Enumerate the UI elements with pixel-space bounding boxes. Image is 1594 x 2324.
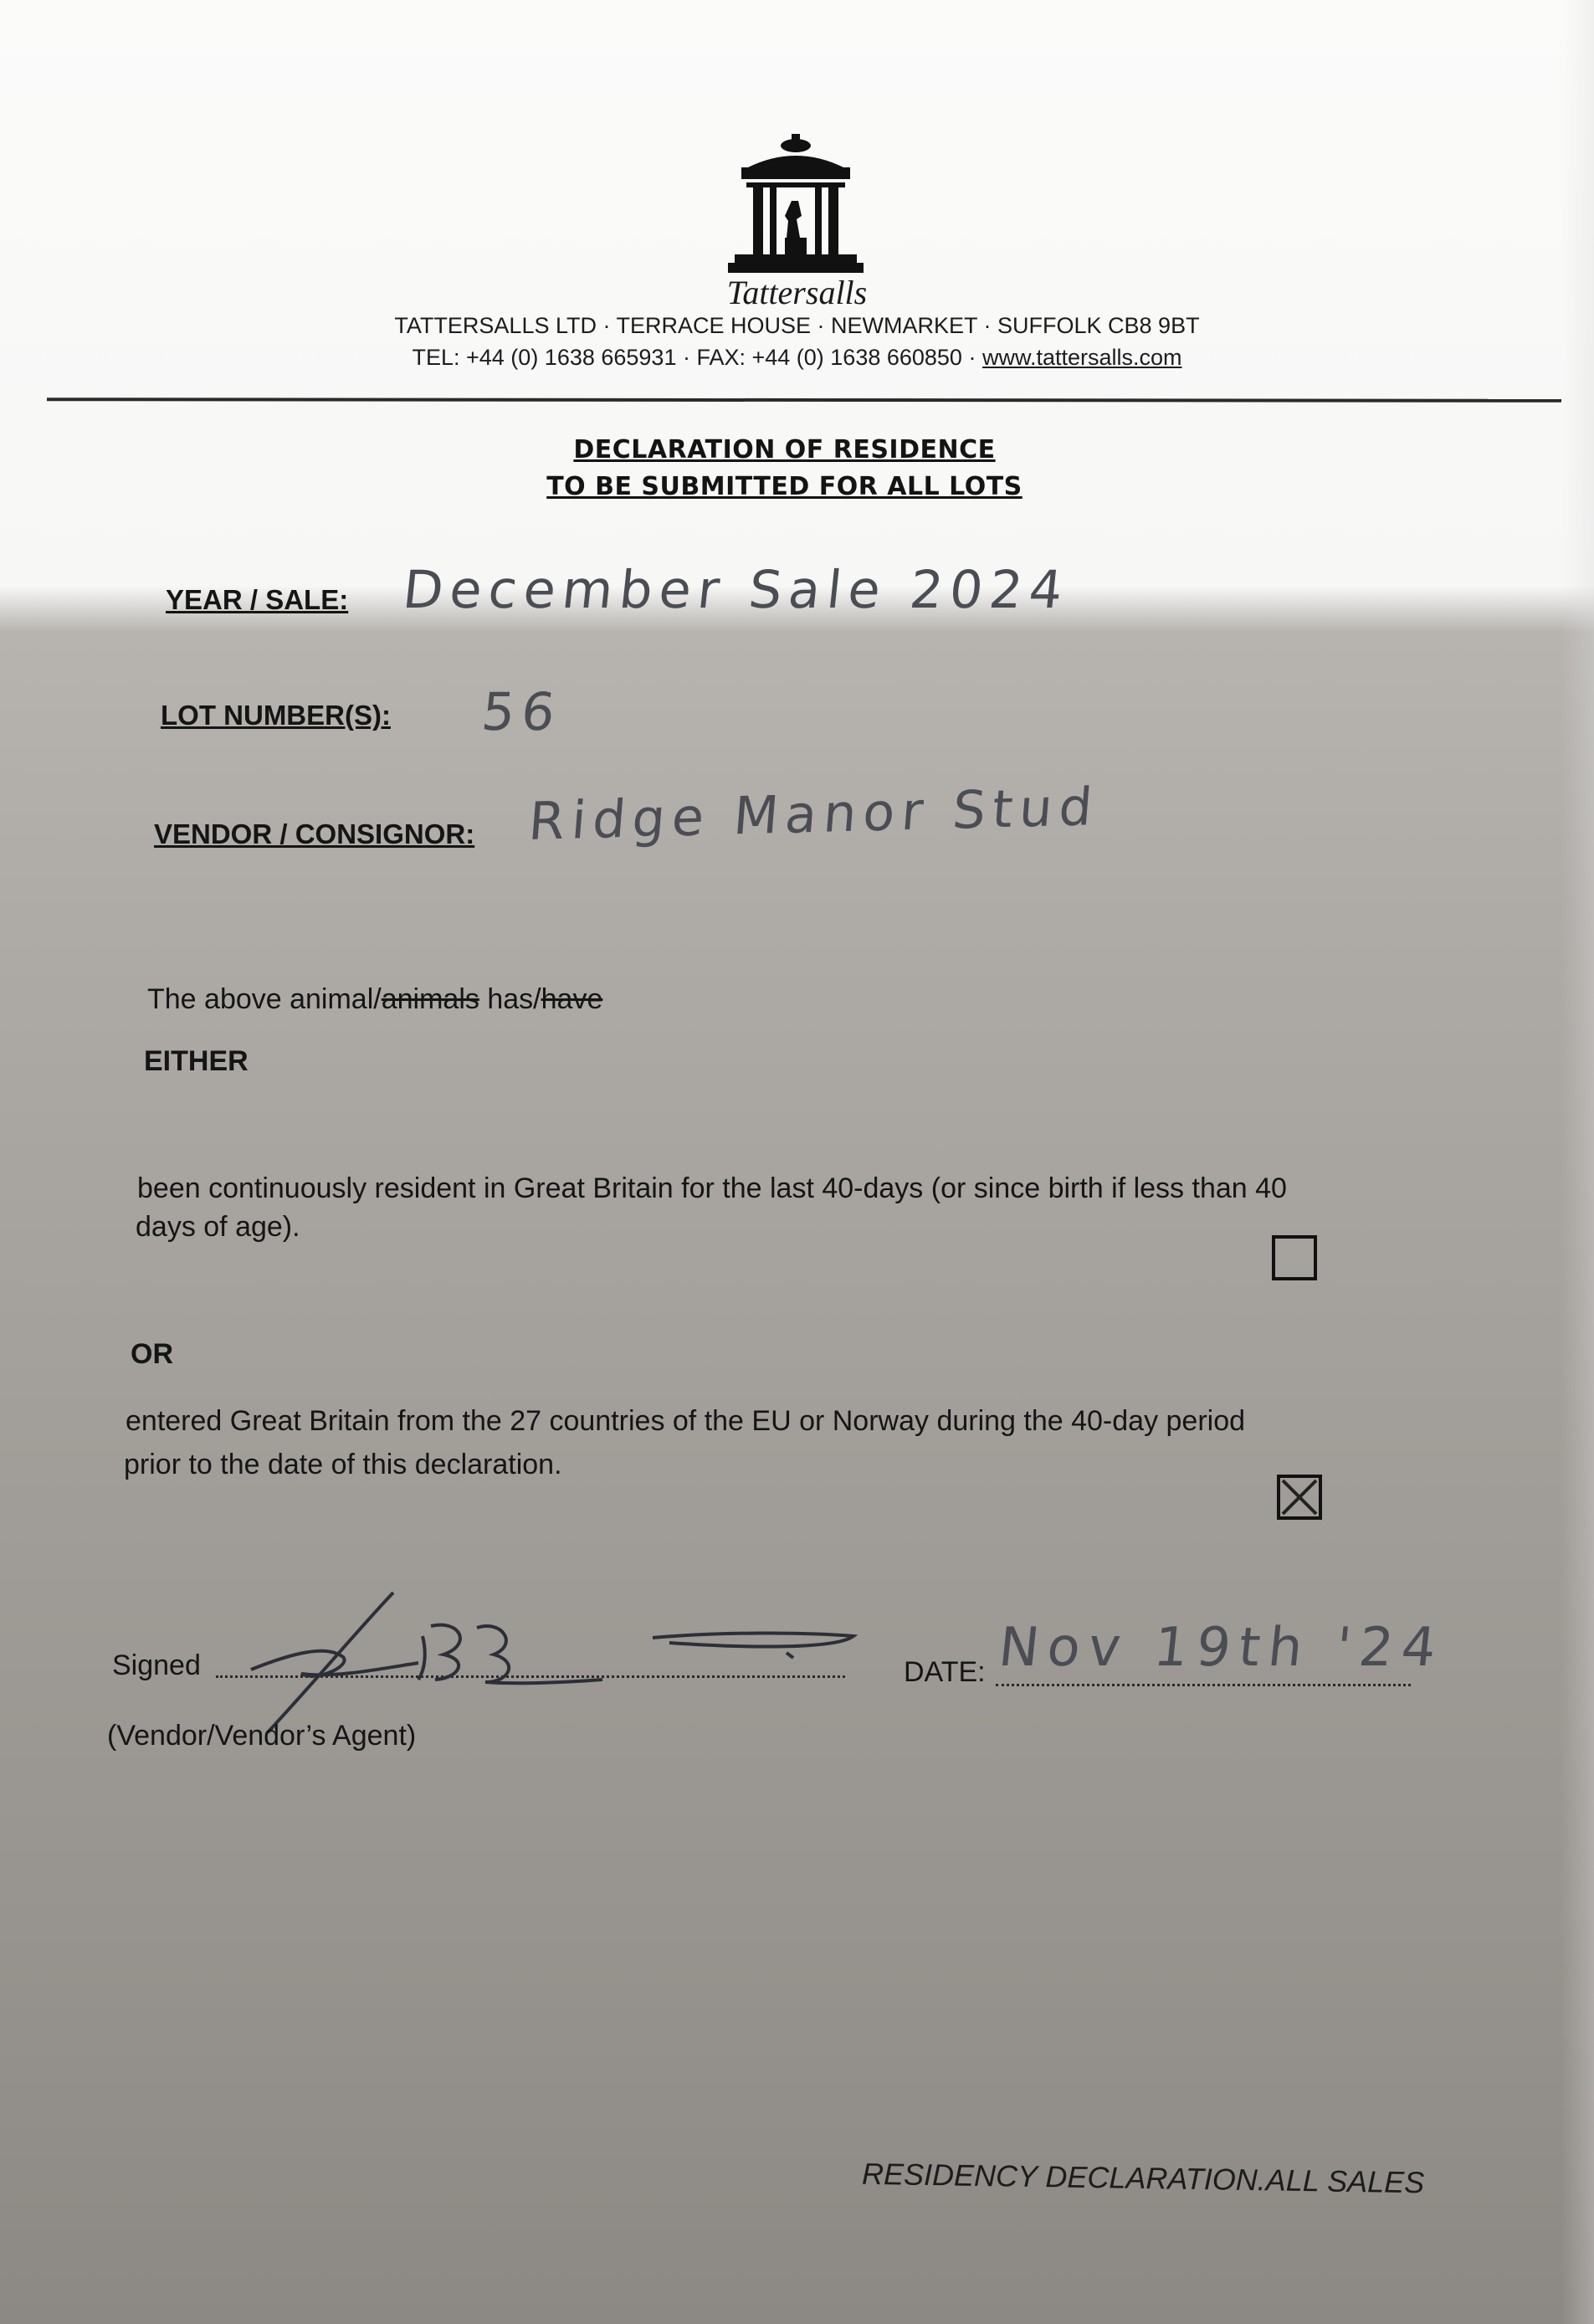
date-value[interactable]: Nov 19th '24	[996, 1617, 1448, 1679]
struck-have: have	[541, 983, 603, 1015]
form-subtitle: TO BE SUBMITTED FOR ALL LOTS	[546, 472, 1023, 501]
date-label: DATE:	[904, 1656, 986, 1688]
option1-line1: been continuously resident in Great Britain for the last 40-days (or since birth if less than 40	[137, 1172, 1287, 1204]
option1-line2: days of age).	[136, 1211, 300, 1243]
year-sale-value[interactable]: December Sale 2024	[400, 559, 1073, 620]
website-link[interactable]: www.tattersalls.com	[982, 345, 1182, 370]
year-sale-label: YEAR / SALE:	[166, 584, 349, 615]
intro-has: has/	[479, 983, 541, 1015]
contact-numbers: TEL: +44 (0) 1638 665931 · FAX: +44 (0) 1638 660850 ·	[412, 345, 982, 370]
option2-checkbox[interactable]	[1277, 1475, 1322, 1520]
vendor-label: VENDOR / CONSIGNOR:	[154, 818, 475, 849]
option1-checkbox[interactable]	[1272, 1235, 1317, 1280]
checkbox-cross-icon	[1280, 1478, 1319, 1516]
signer-role-label: (Vendor/Vendor’s Agent)	[107, 1720, 417, 1752]
lot-number-label: LOT NUMBER(S):	[161, 700, 391, 731]
signed-label: Signed	[112, 1649, 201, 1681]
form-footer: RESIDENCY DECLARATION.ALL SALES	[861, 2156, 1425, 2200]
vendor-value[interactable]: Ridge Manor Stud	[526, 775, 1101, 853]
intro-text: The above animal/	[147, 983, 382, 1015]
letterhead-divider	[47, 398, 1561, 403]
either-label: EITHER	[144, 1045, 249, 1077]
lot-number-value[interactable]: 56	[479, 681, 565, 742]
company-address: TATTERSALLS LTD · TERRACE HOUSE · NEWMARKET · SUFFOLK CB8 9BT	[394, 313, 1200, 338]
handwritten-signature	[218, 1586, 870, 1737]
option2-line1: entered Great Britain from the 27 countries of the EU or Norway during the 40-day period	[126, 1405, 1246, 1437]
date-line	[996, 1684, 1411, 1686]
form-title: DECLARATION OF RESIDENCE	[573, 435, 996, 464]
option2-line2: prior to the date of this declaration.	[124, 1449, 562, 1480]
company-contact	[0, 345, 1594, 371]
pavilion-statue-icon	[716, 134, 875, 276]
brand-name: Tattersalls	[726, 274, 868, 311]
declaration-intro	[147, 981, 602, 1018]
or-label: OR	[131, 1338, 173, 1370]
struck-animals: animals	[381, 983, 479, 1015]
